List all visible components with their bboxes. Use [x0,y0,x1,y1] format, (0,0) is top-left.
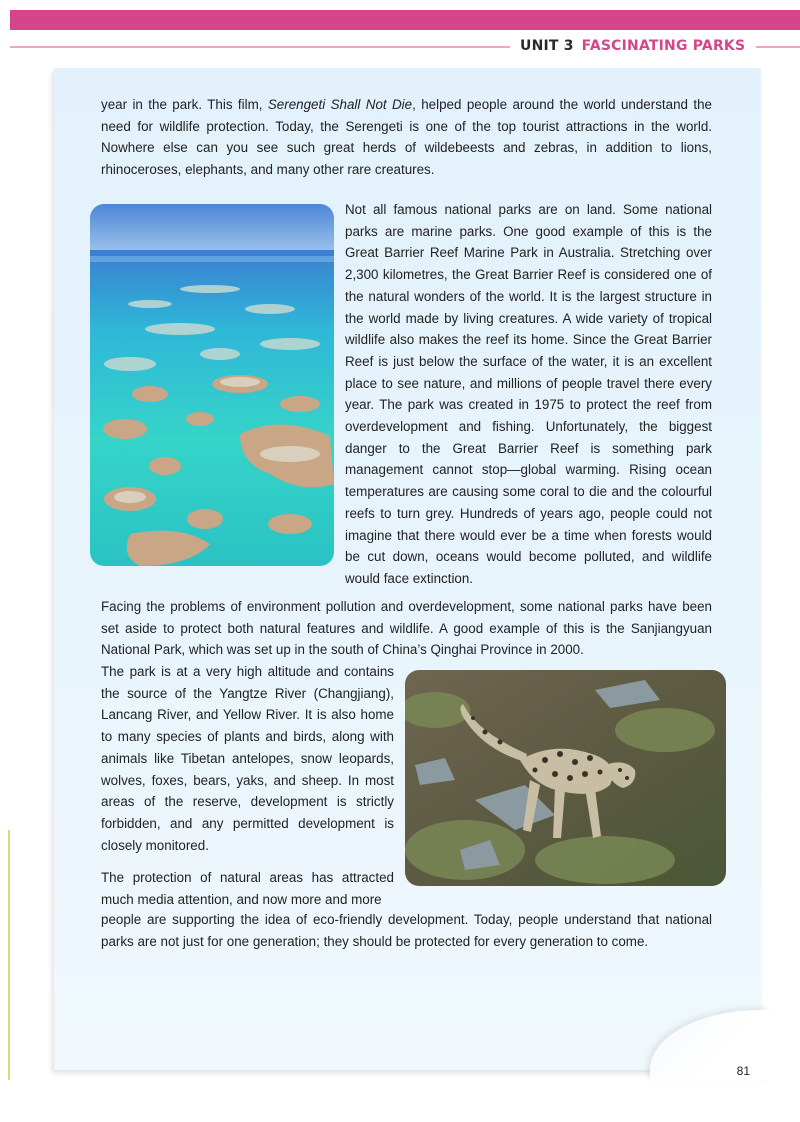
page-number: 81 [736,1064,750,1078]
paragraph-sanjiangyuan-details: The park is at a very high altitude and contains the source of the Yangtze River (Changjiang), Lancang River, and Yellow River. It is also home to many species of plants and birds, along with animals like Tibetan antelopes, snow leopards, wolves, foxes, bears, yaks, and sheep. In most areas of the reserve, development is strictly forbidden, and any permitted development is closely monitored. [101,664,394,853]
unit-label: UNIT 3 [520,38,574,54]
margin-accent-line [8,830,10,1080]
top-color-bar [10,10,800,30]
unit-title: FASCINATING PARKS [581,38,746,54]
paragraph-sanjiangyuan-intro: Facing the problems of environment pollution and overdevelopment, some national parks have been set aside to protect both natural features and wildlife. A good example of this is the Sanjiangyuan National Park, which was set up in the south of China’s Qinghai Province in 2000. [101,599,712,658]
reef-aerial-image [90,204,334,566]
film-title: Serengeti Shall Not Die [267,97,413,112]
serengeti-text-end: , helped people around the world understand the need for wildlife protection. Today, the Serengeti is one of the top tourist attractions in the world. Nowhere else can you see such great herds of wildebeests and zebras, in addition to lions, rhinoceroses, elephants, and many other rare creatures. [101,97,712,178]
snow-leopard-image [405,670,726,886]
unit-header [520,38,750,58]
serengeti-text-start: year in the park. This film, [101,97,268,112]
paragraph-great-barrier-reef: Not all famous national parks are on land. Some national parks are marine parks. One good example of this is the Great Barrier Reef Marine Park in Australia. Stretching over 2,300 kilometres, the Great Barrier Reef is considered one of the natural wonders of the world. It is the largest structure in the world made by living creatures. A wide variety of tropical wildlife also makes the reef its home. Since the Great Barrier Reef is just below the surface of the water, it is an excellent place to see nature, and millions of people travel there every year. The park was created in 1975 to protect the reef from overdevelopment and fishing. Unfortunately, the biggest danger to the Great Barrier Reef is something park management cannot stop—global warming. Rising ocean temperatures are causing some coral to die and the colourful reefs to turn grey. Hundreds of years ago, people could not imagine that there would ever be a time when forests would be cut down, oceans would become polluted, and wildlife would face extinction. [345,202,712,586]
paragraph-serengeti [101,94,712,181]
great-barrier-reef-photo [90,204,334,566]
snow-leopard-photo [405,670,726,886]
paragraph-media-attention-start: The protection of natural areas has attracted much media attention, and now more and more [101,870,394,907]
header-rule-left [10,46,510,48]
paragraph-media-attention-end: people are supporting the idea of eco-friendly development. Today, people understand that national parks are not just for one generation; they should be protected for every generation to come. [101,912,712,949]
header-rule-right [756,46,800,48]
